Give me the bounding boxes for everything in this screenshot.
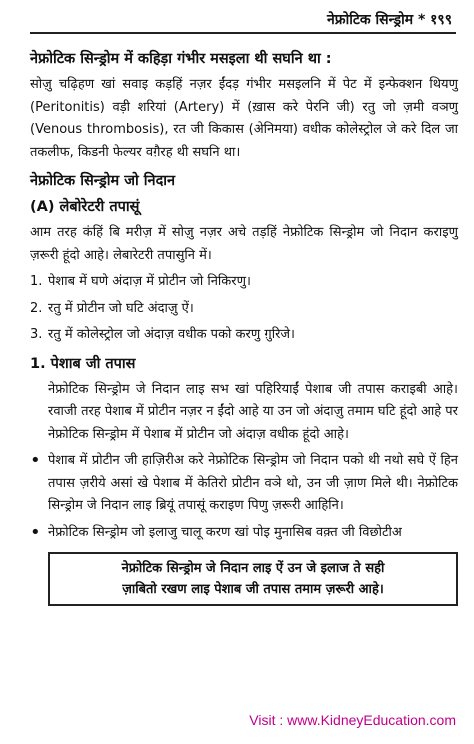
- complications-paragraph: सोज़ु चढ़िहण खां सवाइ कड़हिं नज़र ईंदड़ गंभीर मसइलनि में पेट में इन्फेक्शन थियणु (Peritonitis) वड़ी शरियां (Artery) में (ख़ास करे पेरनि जी) रतु जो ज़मी वञणु (Venous thrombosis), रत जी किकास (अेनिमया) वधीक कोलेस्ट्रोल जे करे दिल जा तकलीफ, किडनी फेल्यर वग़ैरह थी सघनि था।: [30, 77, 458, 160]
- list-text: पेशाब में घणे अंदाज़ में प्रोटीन जो निकिरणु।: [48, 274, 251, 289]
- lab-tests-intro: आम तरह कंहिं बि मरीज़ में सोज़ु नज़र अचे तड़हिं नेफ्रोटिक सिन्ड्रोम जो निदान कराइणु ज़रूरी हूंदो आहे। लेबारेटरी तपासुनि में।: [30, 225, 458, 263]
- section-heading-complications: नेफ्रोटिक सिन्ड्रोम में कहिड़ा गंभीर मसइला थी सघनि था :: [30, 51, 332, 67]
- list-number: 1.: [30, 274, 43, 289]
- website-link[interactable]: Visit : www.KidneyEducation.com: [249, 712, 456, 728]
- bullet-item: [30, 450, 458, 518]
- urine-test-paragraph: नेफ्रोटिक सिन्ड्रोम जे निदान लाइ सभ खां पहिरियाईं पेशाब जी तपास कराइबी आहे। रवाजी तरह पेशाब में प्रोटीन नज़र न ईंदो आहे या उन जो अंदाज़ु तमाम घटि हूंदो आहे पर नेफ्रोटिक सिन्ड्रोम में पेशाब में प्रोटीन जो अंदाज़ वधीक हूंदो आहे।: [48, 381, 458, 442]
- bullet-dot-icon: •: [30, 521, 41, 543]
- bullet-text: नेफ्रोटिक सिन्ड्रोम जो इलाजु चालू करण खां पोइ मुनासिब वक़्त जी विछोटीअ: [48, 524, 402, 540]
- page-content: [30, 42, 458, 606]
- list-item: [30, 324, 458, 347]
- footer-website[interactable]: [249, 712, 456, 728]
- section-heading-diagnosis: नेफ्रोटिक सिन्ड्रोम जो निदान: [30, 173, 176, 189]
- list-number: 3.: [30, 327, 43, 342]
- running-header: नेफ्रोटिक सिन्ड्रोम * १९९: [327, 12, 452, 28]
- highlight-line: नेफ्रोटिक सिन्ड्रोम जे निदान लाइ ऐं उन जे इलाज ते सही: [121, 561, 385, 576]
- bullet-text: पेशाब में प्रोटीन जी हाज़िरीअ करे नेफ्रोटिक सिन्ड्रोम जो निदान पको थी नथो सघे ऐं हिन तपास ज़रीये असां खे पेशाब में केतिरो प्रोटीन वञे थो, उन जी ज़ाण मिले थी। नेफ्रोटिक सिन्ड्रोम जे निदान लाइ ब्रियूं तपासूं कराइण पिणु ज़रूरी आहिनि।: [48, 453, 458, 513]
- highlight-line: ज़ाबितो रखण लाइ पेशाब जी तपास तमाम ज़रूरी आहे।: [122, 582, 384, 597]
- subheading-lab-tests: (A) लेबोरेटरी तपासूं: [30, 199, 140, 215]
- list-number: 2.: [30, 300, 43, 316]
- header-rule: [30, 32, 456, 34]
- list-item: [30, 298, 458, 321]
- section-heading-urine-test: 1. पेशाब जी तपास: [30, 355, 136, 372]
- list-item: [30, 271, 458, 294]
- list-text: रतु में प्रोटीन जो घटि अंदाज़ु ऐं।: [48, 300, 194, 316]
- highlight-box: [48, 552, 458, 606]
- bullet-item: [30, 522, 458, 545]
- list-text: रतु में कोलेस्ट्रोल जो अंदाज़ वधीक पको करणु ग़ुरिजे।: [48, 327, 295, 342]
- bullet-dot-icon: •: [30, 450, 41, 471]
